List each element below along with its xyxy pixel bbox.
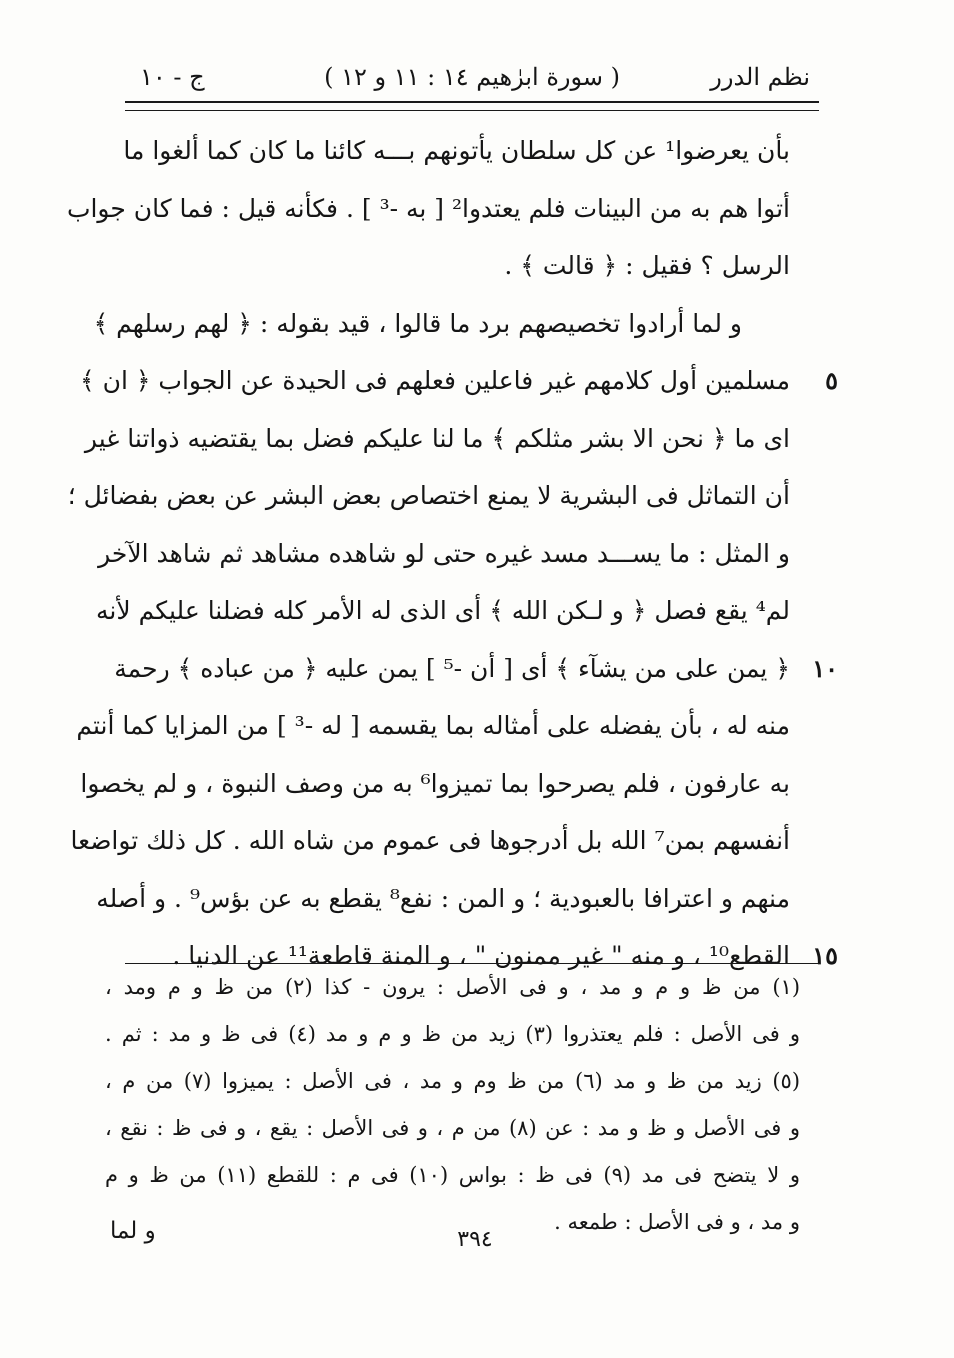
footnote-line: و فى الأصل : فلم يعتذروا (٣) زيد من ظ و م و مد (٤) فى ظ و مد : ثم . xyxy=(105,1022,801,1046)
footnote-line: (١) من ظ و م و مد ، و فى الأصل : يرون - كذا (٢) من ظ و م ومد ، xyxy=(105,975,801,999)
text-line: أنفسهم بمن⁷ الله بل أدرجوها فى عموم من شاه الله . كل ذلك تواضعا xyxy=(70,826,790,855)
line-number: ١٥ xyxy=(812,941,838,970)
sura-reference: ( سورة ابرٰهيم ١٤ : ١١ و ١٢ ) xyxy=(324,63,620,91)
footnotes xyxy=(105,964,800,1246)
running-header xyxy=(110,55,810,103)
text-line: لم⁴ يقع فصل ﴿ و لـكن الله ﴾ أى الذى له الأمر كله فضلنا عليكم لأنه xyxy=(96,596,790,625)
catchword: و لما xyxy=(110,1218,156,1244)
footnote-line: و لا يتضح فى مد (٩) فى ظ : بواس (١٠) فى م : للقطع (١١) من ظ و م xyxy=(105,1163,800,1187)
volume-number: ج - ١٠ xyxy=(140,63,205,91)
text-line: و لما أرادوا تخصيصهم برد ما قالوا ، قيد بقوله : ﴿ لهم رسلهم ﴾ xyxy=(93,308,742,338)
text-line: منه له ، بأن يفضله على أمثاله بما يقسمه [ له -³ ] من المزايا كما أنتم xyxy=(76,711,790,740)
footnote-line: (٥) زيد من ظ و مد (٦) من ظ وم و مد ، فى الأصل : يميزوا (٧) من م ، xyxy=(105,1069,801,1093)
main-text xyxy=(66,122,838,985)
book-title: نظم الدرر xyxy=(710,63,810,91)
text-line: ١٥ القطع¹⁰ ، و منه " غير ممنون " ، و المنة قاطعة¹¹ عن الدنيا . xyxy=(130,927,790,985)
text-line: أن التماثل فى البشرية لا يمنع اختصاص بعض البشر عن بعض بفضائل ؛ xyxy=(67,481,790,510)
text-line: به عارفون ، فلم يصرحوا بما تميزوا⁶ به من وصف النبوة ، و لم يخصوا xyxy=(80,768,790,798)
text-line: منهم و اعترافا بالعبودية ؛ و المن : نفع⁸ يقطع به عن بؤس⁹ . و أصله xyxy=(96,883,790,913)
text-line: أتوا هم به من البينات فلم يعتدوا² [ به -³ ] . فكأنه قيل : فما كان جواب xyxy=(66,193,790,223)
line-number: ٥ xyxy=(825,366,838,395)
text-line: و المثل : ما يســـد مسد غيره حتى لو شاهده مشاهد ثم شاهد الآخر xyxy=(98,538,790,568)
text-line: الرسل ؟ فقيل : ﴿ قالت ﴾ . xyxy=(504,251,790,280)
text-line: ٥ مسلمين أول كلامهم غير فاعلين فعلهم فى الحيدة عن الجواب ﴿ ان ﴾ xyxy=(130,352,790,410)
text-line: بأن يعرضوا¹ عن كل سلطان يأتونهم بـــه كائنا ما كان كما ألغوا ما xyxy=(123,136,790,165)
text-line: اى ما ﴿ نحن الا بشر مثلكم ﴾ ما لنا عليكم فضل بما يقتضيه ذواتنا غير xyxy=(84,423,790,453)
page-number: ٣٩٤ xyxy=(457,1227,493,1252)
footnote-line: و مد ، و فى الأصل : طمعه . xyxy=(554,1210,800,1234)
text-line: ١٠ ﴿ يمن على من يشآء ﴾ أى [ أن -⁵ ] يمن عليه ﴿ من عباده ﴾ رحمة xyxy=(130,640,790,698)
line-number: ١٠ xyxy=(812,653,838,683)
header-rule-thin xyxy=(125,110,819,111)
header-rule xyxy=(125,101,819,103)
footnote-line: و فى الأصل و ظ و مد : عن (٨) من م ، و فى الأصل : يقع ، و فى ظ : نقع ، xyxy=(105,1116,800,1140)
